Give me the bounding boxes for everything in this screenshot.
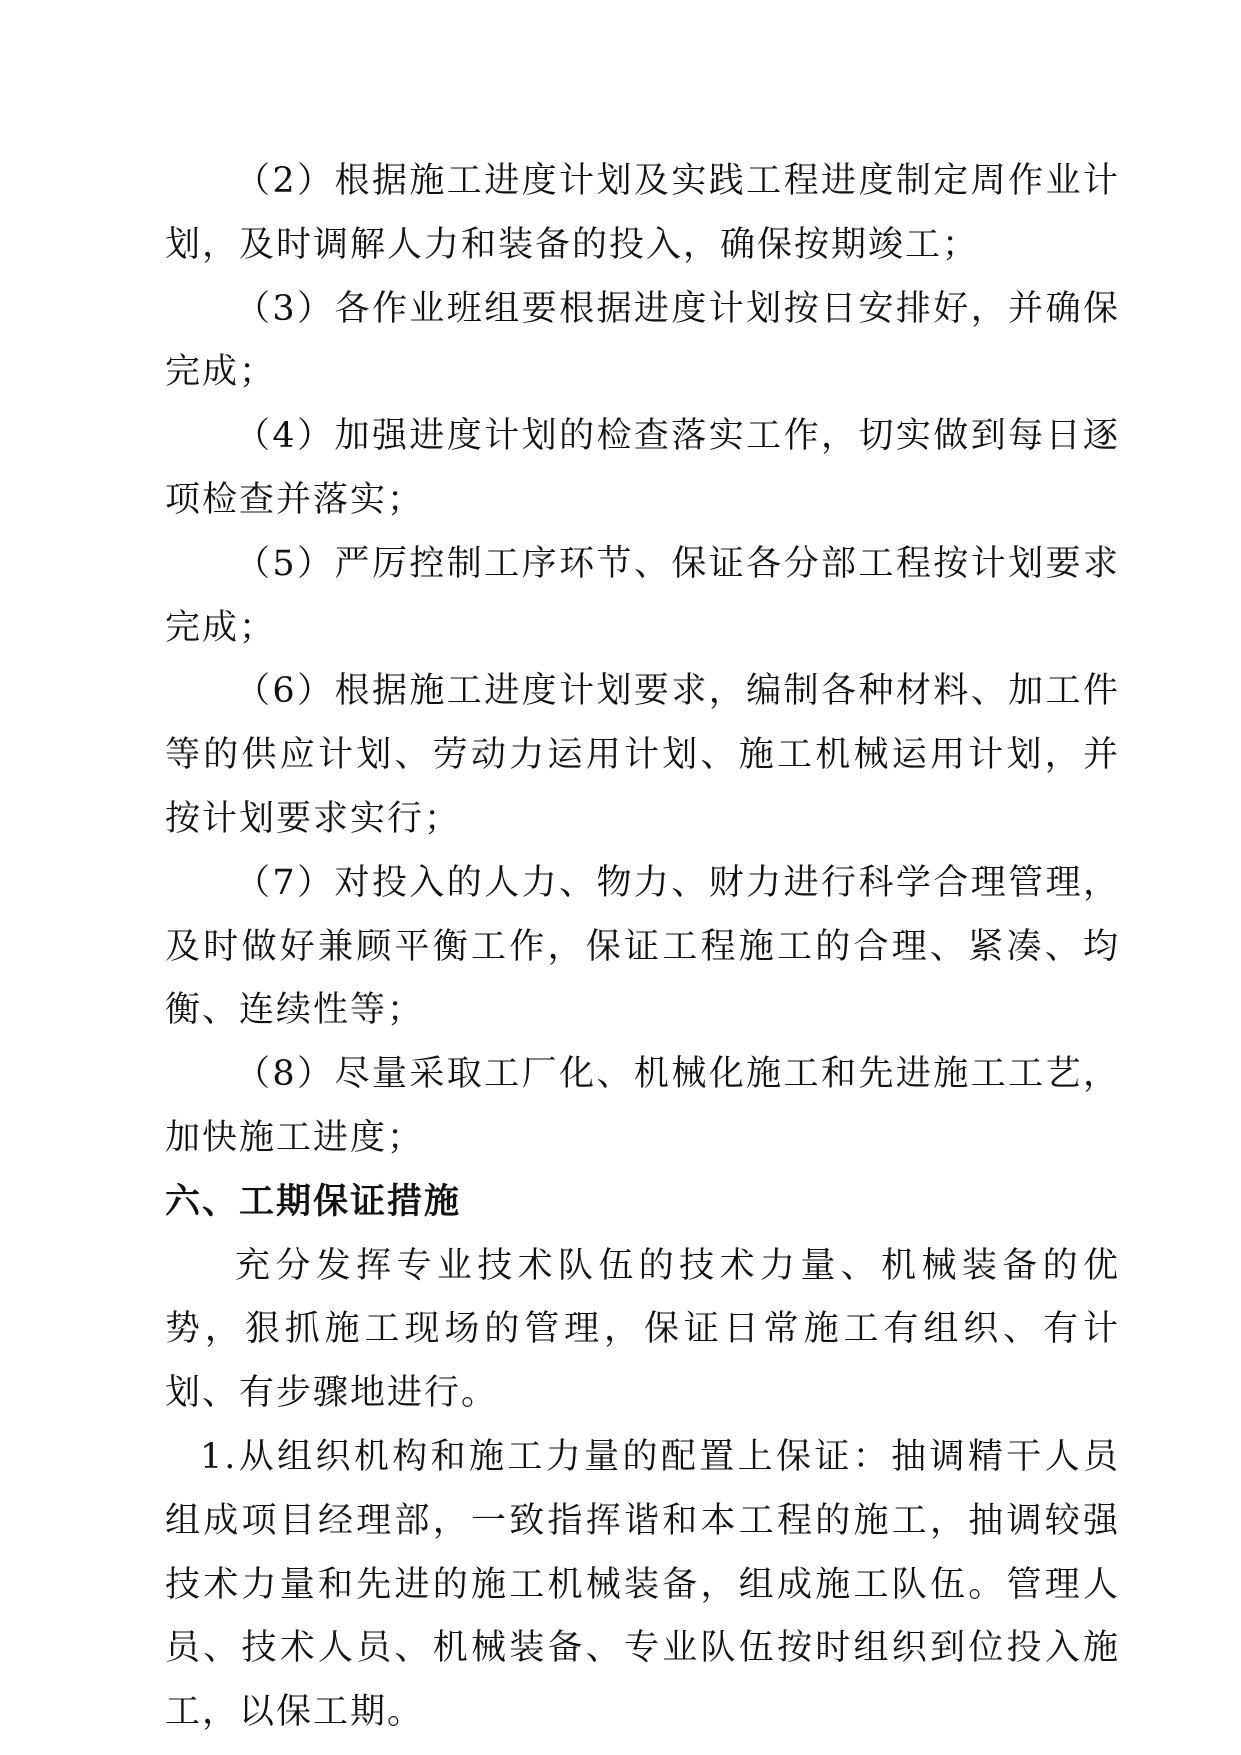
paragraph-item-7: （7）对投入的人力、物力、财力进行科学合理管理，及时做好兼顾平衡工作，保证工程施工的合理、紧凑、均衡、连续性等； [165,862,1120,1031]
paragraph-item-2: （2）根据施工进度计划及实践工程进度制定周作业计划，及时调解人力和装备的投入，确保按期竣工； [165,161,1120,265]
numbered-item-1: 1.从组织机构和施工力量的配置上保证：抽调精干人员组成项目经理部，一致指挥谐和本工程的施工，抽调较强技术力量和先进的施工机械装备，组成施工队伍。管理人员、技术人员、机械装备、专业队伍按时组织到位投入施工，以保工期。 [165,1436,1120,1733]
paragraph-item-6: （6）根据施工进度计划要求，编制各种材料、加工件等的供应计划、劳动力运用计划、施工机械运用计划，并按计划要求实行； [165,671,1120,839]
document-page [165,150,1120,1745]
paragraph-item-8: （8）尽量采取工厂化、机械化施工和先进施工工艺，加快施工进度； [165,1054,1120,1158]
paragraph-item-4: （4）加强进度计划的检查落实工作，切实做到每日逐项检查并落实； [165,416,1120,520]
paragraph-item-5: （5）严厉控制工序环节、保证各分部工程按计划要求完成； [165,543,1120,648]
section-intro: 充分发挥专业技术队伍的技术力量、机械装备的优势，狠抓施工现场的管理，保证日常施工有组织、有计划、有步骤地进行。 [165,1245,1120,1414]
section-heading: 六、工期保证措施 [165,1181,462,1222]
paragraph-item-3: （3）各作业班组要根据进度计划按日安排好，并确保完成； [165,288,1120,393]
